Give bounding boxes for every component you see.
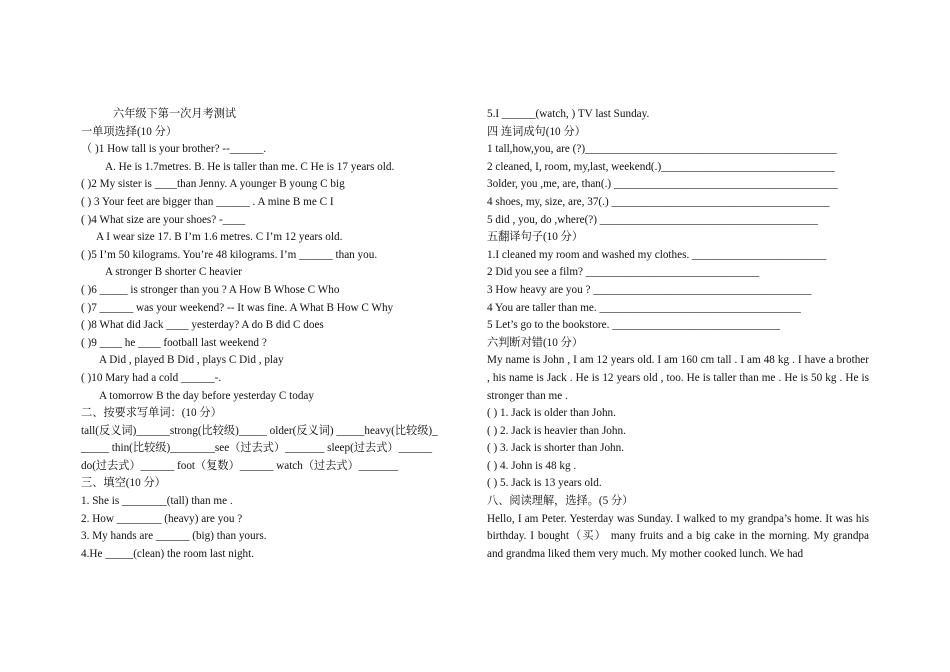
- question-10: ( )10 Mary had a cold ______-.: [81, 371, 222, 384]
- question-4: ( )4 What size are your shoes? -____: [81, 213, 246, 226]
- word-form-line-1: tall(反义词)______strong(比较级)_____ older(反义词) _____heavy(比较级)_: [81, 424, 438, 437]
- judge-1: ( ) 1. Jack is older than John.: [487, 407, 616, 420]
- fill-blank-5: 5.I ______(watch, ) TV last Sunday.: [487, 108, 650, 120]
- sentence-order-2: 2 cleaned, I, room, my,last, weekend(.)_______________________________: [487, 160, 835, 173]
- sentence-order-3: 3older, you ,me, are, than(.) ________________________________________: [487, 178, 838, 191]
- section-1-heading: 一单项选择(10 分）: [81, 125, 178, 138]
- translate-2: 2 Did you see a film? _______________________________: [487, 266, 760, 279]
- section-5-heading: 五翻译句子(10 分）: [487, 231, 584, 244]
- fill-blank-3: 3. My hands are ______ (big) than yours.: [81, 530, 267, 543]
- translate-4: 4 You are taller than me. ____________________________________: [487, 301, 801, 314]
- question-5: ( )5 I’m 50 kilograms. You’re 48 kilograms. I’m ______ than you.: [81, 248, 378, 261]
- judge-2: ( ) 2. Jack is heavier than John.: [487, 424, 626, 437]
- section-3-heading: 三、填空(10 分）: [81, 477, 166, 490]
- section-4-heading: 四 连词成句(10 分）: [487, 125, 586, 138]
- question-1: （ )1 How tall is your brother? --______.: [81, 143, 267, 156]
- translate-3: 3 How heavy are you ? _______________________________________: [487, 283, 812, 296]
- sentence-order-5: 5 did , you, do ,where(?) _______________________________________: [487, 213, 818, 226]
- question-3: ( ) 3 Your feet are bigger than ______ . A mine B me C I: [81, 195, 334, 208]
- reading-passage-2: Hello, I am Peter. Yesterday was Sunday. I walked to my grandpa’s home. It was his birthday. I bought（买） many fruits and a big cake in the morning. My grandpa and grandma liked them very much. My mother cooked lunch. We had: [487, 512, 869, 560]
- word-form-line-3: do(过去式）______ foot（复数）______ watch（过去式）_______: [81, 459, 398, 472]
- fill-blank-1: 1. She is ________(tall) than me .: [81, 495, 233, 508]
- word-form-line-2: _____ thin(比较级)________see（过去式）_______ sleep(过去式）______: [81, 442, 433, 455]
- judge-3: ( ) 3. Jack is shorter than John.: [487, 442, 625, 455]
- judge-4: ( ) 4. John is 48 kg .: [487, 459, 577, 472]
- page-title: 六年级下第一次月考测试: [113, 108, 237, 120]
- question-10-options: A tomorrow B the day before yesterday C today: [99, 389, 314, 402]
- question-1-options: A. He is 1.7metres. B. He is taller than me. C He is 17 years old.: [105, 160, 395, 173]
- left-column: [81, 106, 466, 563]
- translate-5: 5 Let’s go to the bookstore. ______________________________: [487, 319, 781, 332]
- right-column: [487, 106, 869, 563]
- question-5-options: A stronger B shorter C heavier: [105, 266, 243, 279]
- reading-passage-1: My name is John , I am 12 years old. I am 160 cm tall . I am 48 kg . I have a brother , his name is Jack . He is 12 years old , too. He is taller than me . He is 50 kg . He is stronger than me .: [487, 354, 869, 402]
- question-9: ( )9 ____ he ____ football last weekend ?: [81, 336, 267, 349]
- question-6: ( )6 _____ is stronger than you ? A How B Whose C Who: [81, 283, 340, 296]
- section-8-heading: 八、阅读理解，选择。(5 分）: [487, 495, 634, 508]
- fill-blank-4: 4.He _____(clean) the room last night.: [81, 547, 255, 560]
- fill-blank-2: 2. How ________ (heavy) are you ?: [81, 512, 243, 525]
- question-4-options: A I wear size 17. B I’m 1.6 metres. C I’m 12 years old.: [96, 231, 343, 244]
- judge-5: ( ) 5. Jack is 13 years old.: [487, 477, 602, 490]
- question-9-options: A Did , played B Did , plays C Did , play: [99, 354, 284, 367]
- question-2: ( )2 My sister is ____than Jenny. A younger B young C big: [81, 178, 345, 191]
- sentence-order-4: 4 shoes, my, size, are, 37(.) _______________________________________: [487, 195, 830, 208]
- section-2-heading: 二、按要求写单词：(10 分）: [81, 407, 222, 420]
- sentence-order-1: 1 tall,how,you, are (?)_____________________________________________: [487, 143, 837, 156]
- section-6-heading: 六判断对错(10 分）: [487, 336, 584, 349]
- question-8: ( )8 What did Jack ____ yesterday? A do B did C does: [81, 319, 324, 332]
- question-7: ( )7 ______ was your weekend? -- It was fine. A What B How C Why: [81, 301, 394, 314]
- translate-1: 1.I cleaned my room and washed my clothes. ________________________: [487, 248, 827, 261]
